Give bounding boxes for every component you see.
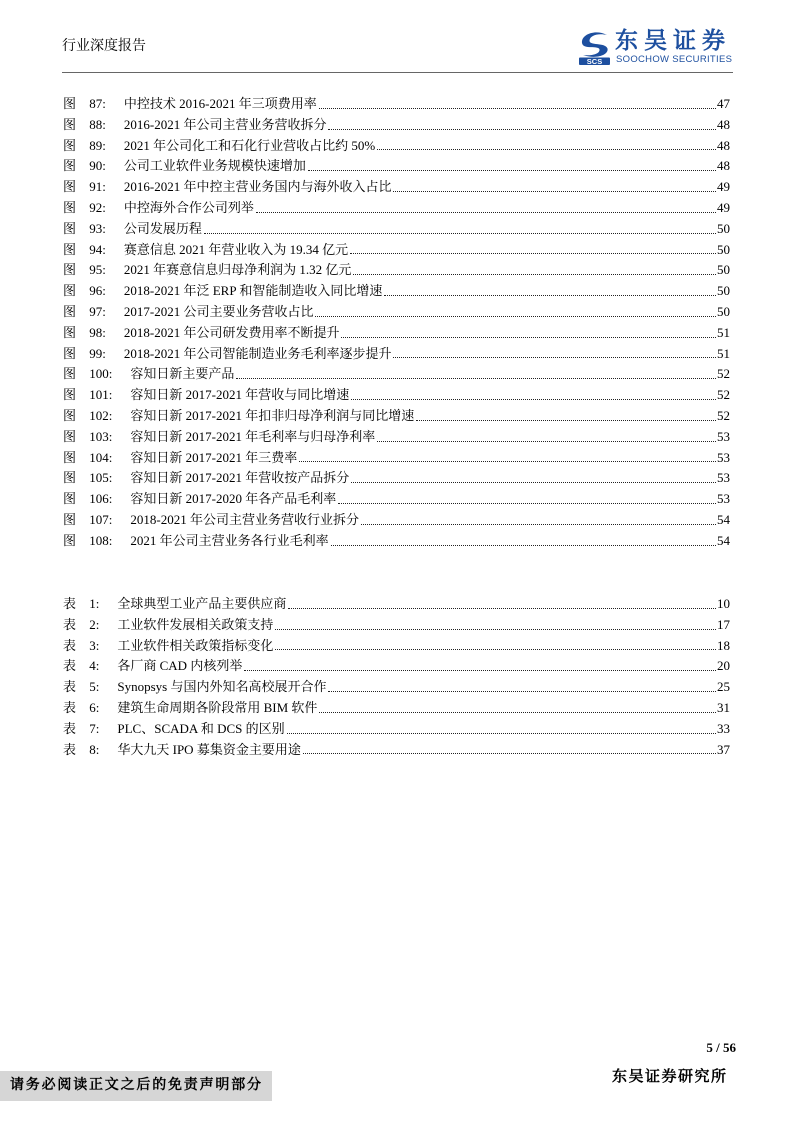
entry-title: PLC、SCADA 和 DCS 的区别: [117, 720, 285, 736]
figure-entry-99[interactable]: [63, 344, 730, 365]
entry-title: 2018-2021 年公司智能制造业务毛利率逐步提升: [123, 345, 392, 361]
dot-leader: [315, 316, 716, 317]
entry-label: 图 104:: [63, 449, 113, 465]
entry-label: 表 6:: [63, 699, 100, 715]
header-divider: [62, 72, 733, 73]
entry-title: 容知日新 2017-2021 年营收按产品拆分: [130, 470, 350, 486]
dot-leader: [275, 629, 716, 630]
entry-label: 图 102:: [63, 407, 113, 423]
dot-leader: [393, 191, 716, 192]
figure-entry-102[interactable]: [63, 406, 730, 427]
entry-title: 2018-2021 年公司研发费用率不断提升: [123, 324, 340, 340]
entry-title: 中控技术 2016-2021 年三项费用率: [123, 96, 317, 111]
figure-entry-95[interactable]: [63, 260, 730, 281]
disclaimer-text: 请务必阅读正文之后的免责声明部分: [10, 1078, 263, 1093]
dot-leader: [275, 649, 716, 650]
dot-leader: [384, 295, 716, 296]
dot-leader: [338, 503, 716, 504]
entry-label: 图 105:: [63, 470, 113, 486]
entry-label: 图 92:: [63, 199, 106, 215]
report-type-label: 行业深度报告: [62, 39, 146, 54]
entry-title: 2021 年公司化工和石化行业营收占比约 50%: [123, 137, 376, 153]
entry-title: 容知日新主要产品: [130, 366, 235, 382]
entry-page: 10: [717, 596, 730, 611]
entry-label: 表 8:: [63, 741, 100, 757]
figure-entry-94[interactable]: [63, 240, 730, 261]
figure-entry-104[interactable]: [63, 448, 730, 469]
entry-page: 54: [717, 532, 730, 548]
entry-label: 图 95:: [63, 262, 106, 278]
entry-title: 全球典型工业产品主要供应商: [117, 596, 287, 611]
entry-page: 51: [717, 345, 730, 361]
dot-leader: [341, 337, 716, 338]
entry-page: 53: [717, 491, 730, 507]
entry-title: 2018-2021 年泛 ERP 和智能制造收入同比增速: [123, 283, 383, 299]
entry-label: 图 87:: [63, 96, 106, 111]
figure-entry-100[interactable]: [63, 364, 730, 385]
dot-leader: [287, 733, 716, 734]
entry-label: 图 98:: [63, 324, 106, 340]
table-list: [63, 594, 730, 760]
entry-title: 2021 年公司主营业务各行业毛利率: [130, 532, 329, 548]
dot-leader: [308, 170, 716, 171]
dot-leader: [256, 212, 716, 213]
entry-page: 53: [717, 428, 730, 444]
dot-leader: [303, 753, 716, 754]
figure-entry-93[interactable]: [63, 219, 730, 240]
dot-leader: [328, 691, 716, 692]
entry-title: 2016-2021 年中控主营业务国内与海外收入占比: [123, 179, 392, 195]
soochow-logo-icon: [578, 29, 611, 65]
figure-entry-105[interactable]: [63, 468, 730, 489]
entry-page: 53: [717, 470, 730, 486]
table-entry-3[interactable]: [63, 636, 730, 657]
entry-label: 表 3:: [63, 637, 100, 653]
logo-name-en: SOOCHOW SECURITIES: [616, 54, 733, 65]
figure-entry-107[interactable]: [63, 510, 730, 531]
entry-page: 49: [717, 199, 730, 215]
entry-label: 图 108:: [63, 532, 113, 548]
entry-page: 20: [717, 658, 730, 674]
dot-leader: [377, 149, 716, 150]
entry-page: 52: [717, 387, 730, 403]
entry-title: 2016-2021 年公司主营业务营收拆分: [123, 116, 327, 132]
dot-leader: [351, 482, 716, 483]
entry-title: 工业软件发展相关政策支持: [117, 616, 274, 632]
figure-entry-90[interactable]: [63, 156, 730, 177]
dot-leader: [244, 670, 716, 671]
entry-page: 48: [717, 137, 730, 153]
entry-page: 48: [717, 116, 730, 132]
entry-title: 2021 年赛意信息归母净利润为 1.32 亿元: [123, 262, 352, 278]
entry-title: 赛意信息 2021 年营业收入为 19.34 亿元: [123, 241, 349, 257]
entry-title: 各厂商 CAD 内核列举: [117, 658, 243, 674]
entry-page: 53: [717, 449, 730, 465]
dot-leader: [416, 420, 716, 421]
entry-title: Synopsys 与国内外知名高校展开合作: [117, 679, 327, 695]
entry-label: 表 7:: [63, 720, 100, 736]
figure-entry-87[interactable]: [63, 94, 730, 115]
entry-label: 表 2:: [63, 616, 100, 632]
entry-page: 52: [717, 366, 730, 382]
dot-leader: [204, 233, 716, 234]
entry-page: 33: [717, 720, 730, 736]
institute-name: 东吴证券研究所: [612, 1069, 728, 1085]
entry-title: 2018-2021 年公司主营业务营收行业拆分: [130, 511, 359, 527]
entry-title: 容知日新 2017-2021 年三费率: [130, 449, 298, 465]
figure-entry-101[interactable]: [63, 385, 730, 406]
entry-title: 华大九天 IPO 募集资金主要用途: [117, 741, 301, 757]
entry-label: 图 101:: [63, 387, 113, 403]
entry-label: 图 94:: [63, 241, 106, 257]
table-entry-7[interactable]: [63, 719, 730, 740]
table-entry-1[interactable]: [63, 594, 730, 615]
page-number: 5 / 56: [706, 1040, 736, 1055]
entry-page: 50: [717, 303, 730, 319]
figure-entry-92[interactable]: [63, 198, 730, 219]
entry-label: 表 4:: [63, 658, 100, 674]
figure-entry-106[interactable]: [63, 489, 730, 510]
entry-page: 51: [717, 324, 730, 340]
entry-page: 48: [717, 158, 730, 174]
entry-label: 图 90:: [63, 158, 106, 174]
entry-label: 图 99:: [63, 345, 106, 361]
figure-entry-96[interactable]: [63, 281, 730, 302]
entry-page: 50: [717, 241, 730, 257]
entry-page: 18: [717, 637, 730, 653]
figure-entry-91[interactable]: [63, 177, 730, 198]
table-entry-2[interactable]: [63, 615, 730, 636]
entry-page: 25: [717, 679, 730, 695]
dot-leader: [350, 253, 716, 254]
disclaimer-banner: [0, 1071, 272, 1101]
dot-leader: [377, 441, 716, 442]
dot-leader: [288, 608, 716, 609]
dot-leader: [236, 378, 716, 379]
figure-entry-88[interactable]: [63, 115, 730, 136]
entry-title: 容知日新 2017-2021 年毛利率与归母净利率: [130, 428, 376, 444]
logo-name-cn: 东吴证券: [615, 28, 731, 54]
entry-page: 47: [717, 96, 730, 111]
entry-label: 图 93:: [63, 220, 106, 236]
figure-entry-103[interactable]: [63, 427, 730, 448]
entry-page: 54: [717, 511, 730, 527]
entry-label: 图 103:: [63, 428, 113, 444]
entry-title: 工业软件相关政策指标变化: [117, 637, 274, 653]
entry-page: 49: [717, 179, 730, 195]
entry-page: 17: [717, 616, 730, 632]
dot-leader: [299, 461, 716, 462]
entry-title: 公司发展历程: [123, 220, 202, 236]
entry-title: 建筑生命周期各阶段常用 BIM 软件: [117, 699, 318, 715]
entry-title: 容知日新 2017-2021 年扣非归母净利润与同比增速: [130, 407, 415, 423]
entry-title: 2017-2021 公司主要业务营收占比: [123, 303, 314, 319]
entry-page: 50: [717, 283, 730, 299]
dot-leader: [319, 108, 716, 109]
entry-page: 50: [717, 220, 730, 236]
entry-label: 图 97:: [63, 303, 106, 319]
dot-leader: [351, 399, 716, 400]
figure-list: [63, 94, 730, 552]
entry-label: 图 88:: [63, 116, 106, 132]
entry-page: 37: [717, 741, 730, 757]
entry-label: 图 107:: [63, 511, 113, 527]
table-entry-4[interactable]: [63, 656, 730, 677]
entry-title: 容知日新 2017-2020 年各产品毛利率: [130, 491, 337, 507]
entry-label: 图 89:: [63, 137, 106, 153]
table-entry-5[interactable]: [63, 677, 730, 698]
dot-leader: [393, 357, 716, 358]
figure-entry-97[interactable]: [63, 302, 730, 323]
entry-title: 公司工业软件业务规模快速增加: [123, 158, 306, 174]
figure-entry-108[interactable]: [63, 531, 730, 552]
dot-leader: [328, 129, 716, 130]
figure-entry-98[interactable]: [63, 323, 730, 344]
entry-page: 31: [717, 699, 730, 715]
entry-label: 表 5:: [63, 679, 100, 695]
entry-label: 图 91:: [63, 179, 106, 195]
dot-leader: [331, 545, 716, 546]
table-entry-6[interactable]: [63, 698, 730, 719]
entry-title: 容知日新 2017-2021 年营收与同比增速: [130, 387, 350, 403]
entry-page: 52: [717, 407, 730, 423]
logo-mark-text: SCS: [586, 56, 603, 65]
table-entry-8[interactable]: [63, 740, 730, 761]
dot-leader: [319, 712, 716, 713]
dot-leader: [353, 274, 716, 275]
entry-label: 图 96:: [63, 283, 106, 299]
entry-label: 表 1:: [63, 596, 100, 611]
soochow-logo: [578, 29, 734, 66]
entry-title: 中控海外合作公司列举: [123, 199, 254, 215]
entry-page: 50: [717, 262, 730, 278]
entry-label: 图 100:: [63, 366, 113, 382]
entry-label: 图 106:: [63, 491, 113, 507]
figure-entry-89[interactable]: [63, 136, 730, 157]
dot-leader: [361, 524, 716, 525]
